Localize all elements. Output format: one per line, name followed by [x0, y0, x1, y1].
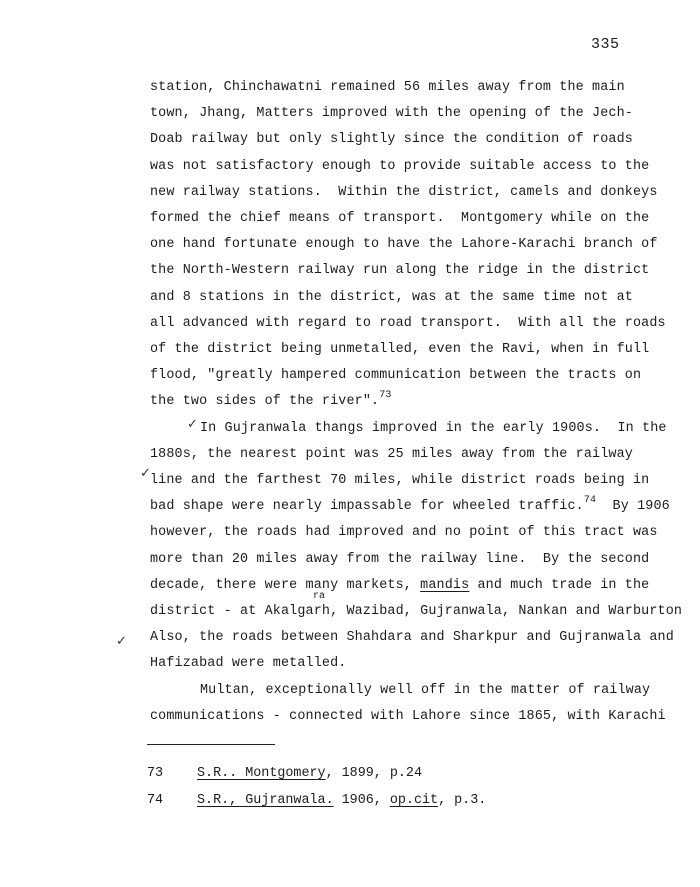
footnote-text: S.R.. Montgomery, 1899, p.24: [197, 766, 423, 781]
text-line: Hafizabad were metalled.: [150, 656, 347, 671]
text-line: communications - connected with Lahore since 1865, with Karachi: [150, 709, 666, 724]
text-line: more than 20 miles away from the railway line. By the second: [150, 552, 650, 567]
text-line: Doab railway but only slightly since the condition of roads: [150, 132, 633, 147]
text-line: however, the roads had improved and no point of this tract was: [150, 525, 658, 540]
text-line: 1880s, the nearest point was 25 miles away from the railway: [150, 447, 633, 462]
text-line: the North-Western railway run along the ridge in the district: [150, 263, 650, 278]
text-line: In Gujranwala thangs improved in the early 1900s. In the: [200, 421, 667, 436]
footnote: [147, 791, 487, 811]
text-line: station, Chinchawatni remained 56 miles away from the main: [150, 80, 625, 95]
text-line: the two sides of the river".$^{73}$: [150, 390, 392, 409]
page-number: 335: [591, 36, 620, 53]
text-line: district - at Akalgarh, Wazibad, Gujranwala, Nankan and Warburton: [150, 604, 683, 619]
footnote-number: 74: [147, 793, 164, 808]
text-line: Multan, exceptionally well off in the matter of railway: [200, 683, 651, 698]
handwritten-insert: ra: [313, 591, 326, 602]
text-line: formed the chief means of transport. Montgomery while on the: [150, 211, 650, 226]
text-line: and 8 stations in the district, was at the same time not at: [150, 290, 633, 305]
text-line: line and the farthest 70 miles, while district roads being in: [150, 473, 650, 488]
text-line: bad shape were nearly impassable for wheeled traffic.$^{74}$ By 1906: [150, 495, 670, 514]
footnote-ref: 74: [583, 495, 597, 506]
text-line: of the district being unmetalled, even the Ravi, when in full: [150, 342, 650, 357]
checkmark-icon: ✓: [116, 634, 127, 649]
text-line: one hand fortunate enough to have the Lahore-Karachi branch of: [150, 237, 658, 252]
footnote-rule: [147, 744, 275, 745]
checkmark-icon: ✓: [140, 466, 151, 481]
text-line: flood, "greatly hampered communication between the tracts on: [150, 368, 642, 383]
checkmark-icon: ✓: [187, 417, 198, 432]
text-line: was not satisfactory enough to provide suitable access to the: [150, 159, 650, 174]
footnote-ref: 73: [379, 390, 392, 401]
text-line: Also, the roads between Shahdara and Sharkpur and Gujranwala and: [150, 630, 674, 645]
text-line: town, Jhang, Matters improved with the opening of the Jech-: [150, 106, 633, 121]
text-line: decade, there were many markets, mandis and much trade in the: [150, 578, 650, 593]
underlined-term: mandis: [420, 578, 470, 593]
text-line: new railway stations. Within the district, camels and donkeys: [150, 185, 658, 200]
text-line: all advanced with regard to road transport. With all the roads: [150, 316, 666, 331]
footnote-number: 73: [147, 766, 164, 781]
footnote: [147, 764, 423, 784]
footnote-text: S.R., Gujranwala. 1906, op.cit, p.3.: [197, 793, 487, 808]
